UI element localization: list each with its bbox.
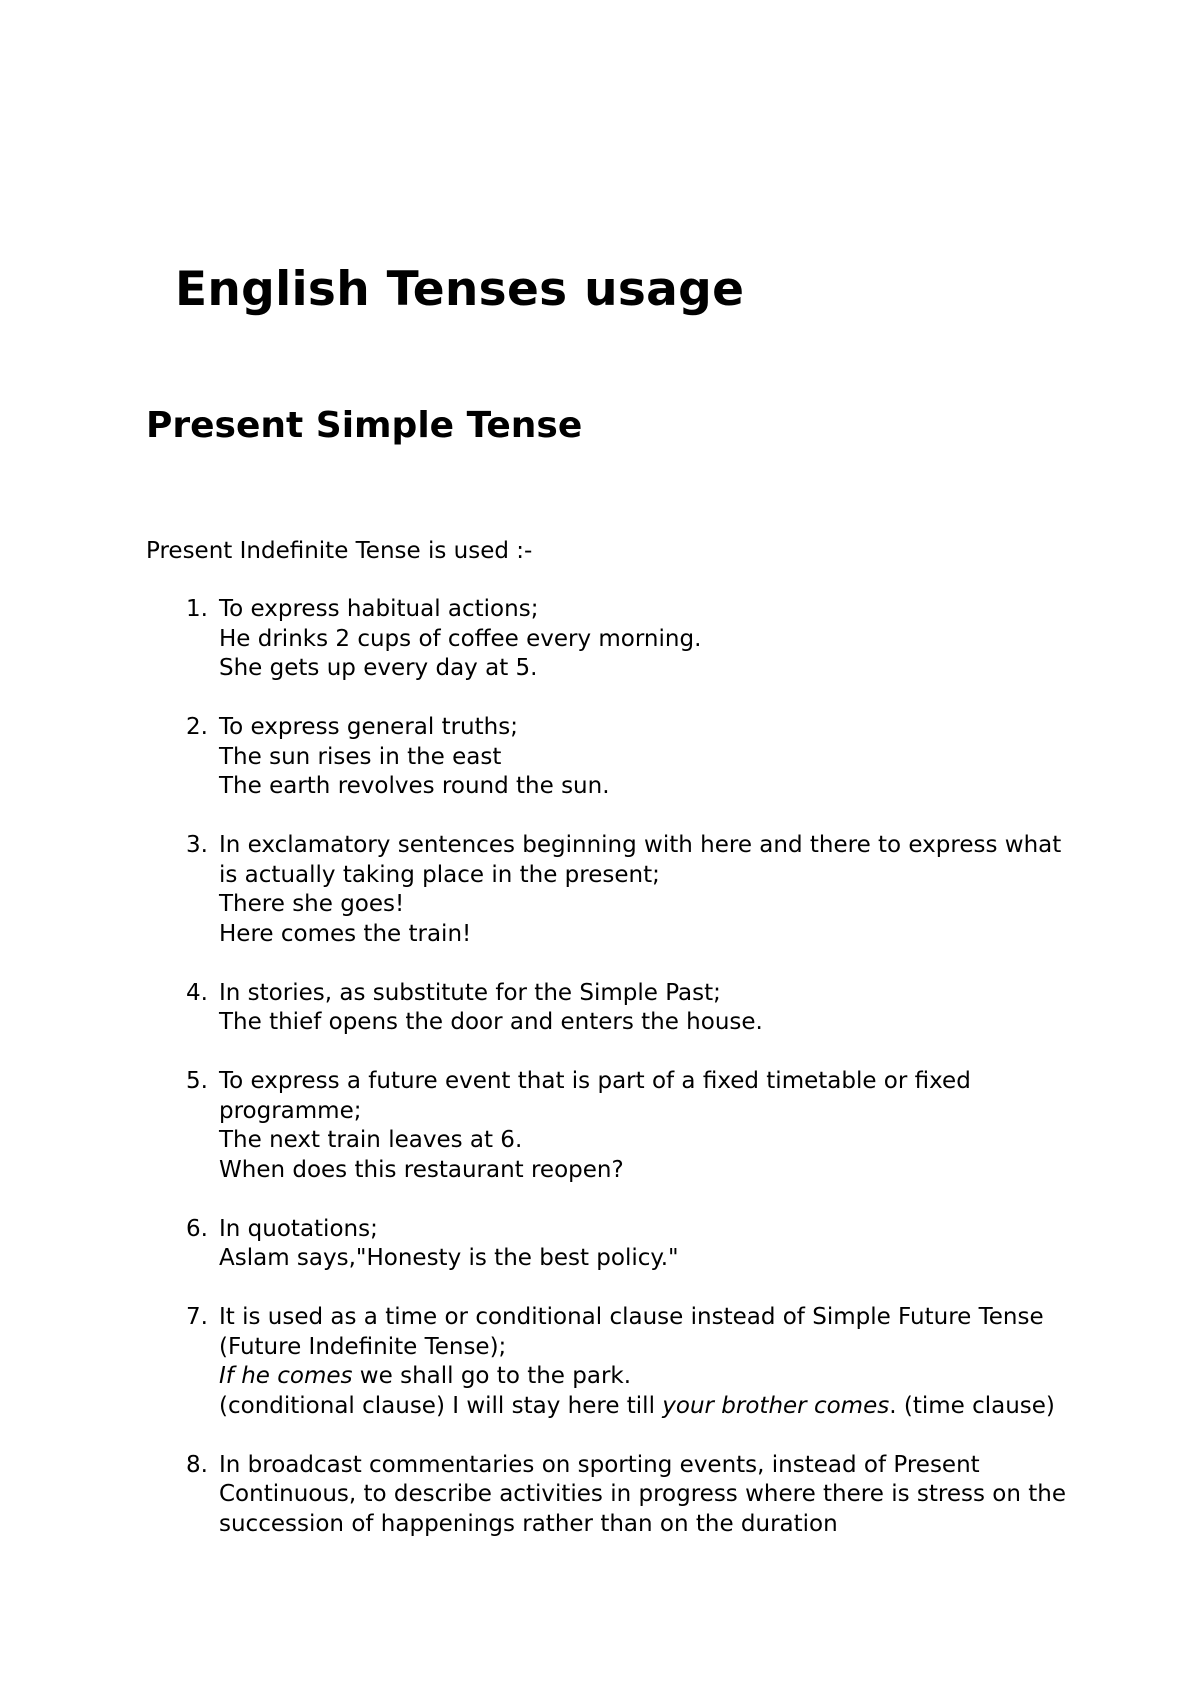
item-number: 8.	[186, 1451, 208, 1478]
item-number: 4.	[186, 979, 208, 1006]
item-description: To express general truths;	[219, 714, 518, 740]
item-description: In exclamatory sentences beginning with here and there to express what is actually taking place in the present;	[219, 832, 1062, 888]
item-description: To express a future event that is part of a fixed timetable or fixed programme;	[219, 1068, 971, 1124]
example-line: The next train leaves at 6.	[219, 1127, 523, 1153]
example-line: The sun rises in the east	[219, 743, 502, 770]
example-line: He drinks 2 cups of coffee every morning.	[219, 625, 702, 652]
example-line	[219, 1392, 1076, 1422]
example-text: we shall go to the park.	[352, 1363, 632, 1389]
item-description: To express habitual actions;	[219, 596, 539, 622]
usage-list	[146, 595, 1076, 1569]
example-line	[219, 1362, 1076, 1392]
item-description: It is used as a time or conditional clause instead of Simple Future Tense (Future Indefinite Tense);	[219, 1304, 1044, 1360]
usage-item-3	[146, 831, 1076, 949]
section-heading: Present Simple Tense	[146, 405, 583, 446]
usage-item-6	[146, 1215, 1076, 1274]
item-number: 7.	[186, 1304, 208, 1330]
usage-item-2	[146, 713, 1076, 802]
usage-item-1	[146, 595, 1076, 684]
usage-item-4	[146, 979, 1076, 1038]
italic-clause: If he comes	[219, 1363, 353, 1389]
example-line: Aslam says,"Honesty is the best policy."	[219, 1245, 679, 1271]
item-description: In broadcast commentaries on sporting events, instead of Present Continuous, to describe activities in progress where there is stress on the succession of happenings rather than on the duration	[219, 1451, 1066, 1537]
item-number: 3.	[186, 832, 208, 858]
item-description: In stories, as substitute for the Simple Past;	[219, 979, 721, 1006]
example-line: She gets up every day at 5.	[219, 655, 538, 681]
italic-clause: your brother comes	[662, 1392, 890, 1419]
usage-item-8	[146, 1451, 1076, 1540]
usage-item-5	[146, 1067, 1076, 1185]
example-line: There she goes!	[219, 891, 405, 917]
document-title: English Tenses usage	[175, 262, 745, 317]
example-line: The earth revolves round the sun.	[219, 773, 610, 799]
item-number: 5.	[186, 1068, 208, 1094]
example-line: The thief opens the door and enters the house.	[219, 1009, 763, 1035]
example-line: When does this restaurant reopen?	[219, 1156, 624, 1183]
item-number: 1.	[186, 596, 208, 622]
intro-text: Present Indefinite Tense is used :-	[146, 538, 533, 564]
item-number: 2.	[186, 714, 208, 740]
example-text: (conditional clause) I will stay here till	[219, 1392, 663, 1419]
item-number: 6.	[186, 1215, 208, 1242]
example-text: . (time clause)	[889, 1392, 1055, 1419]
item-description: In quotations;	[219, 1215, 378, 1242]
example-line: Here comes the train!	[219, 920, 472, 947]
usage-item-7	[146, 1303, 1076, 1421]
